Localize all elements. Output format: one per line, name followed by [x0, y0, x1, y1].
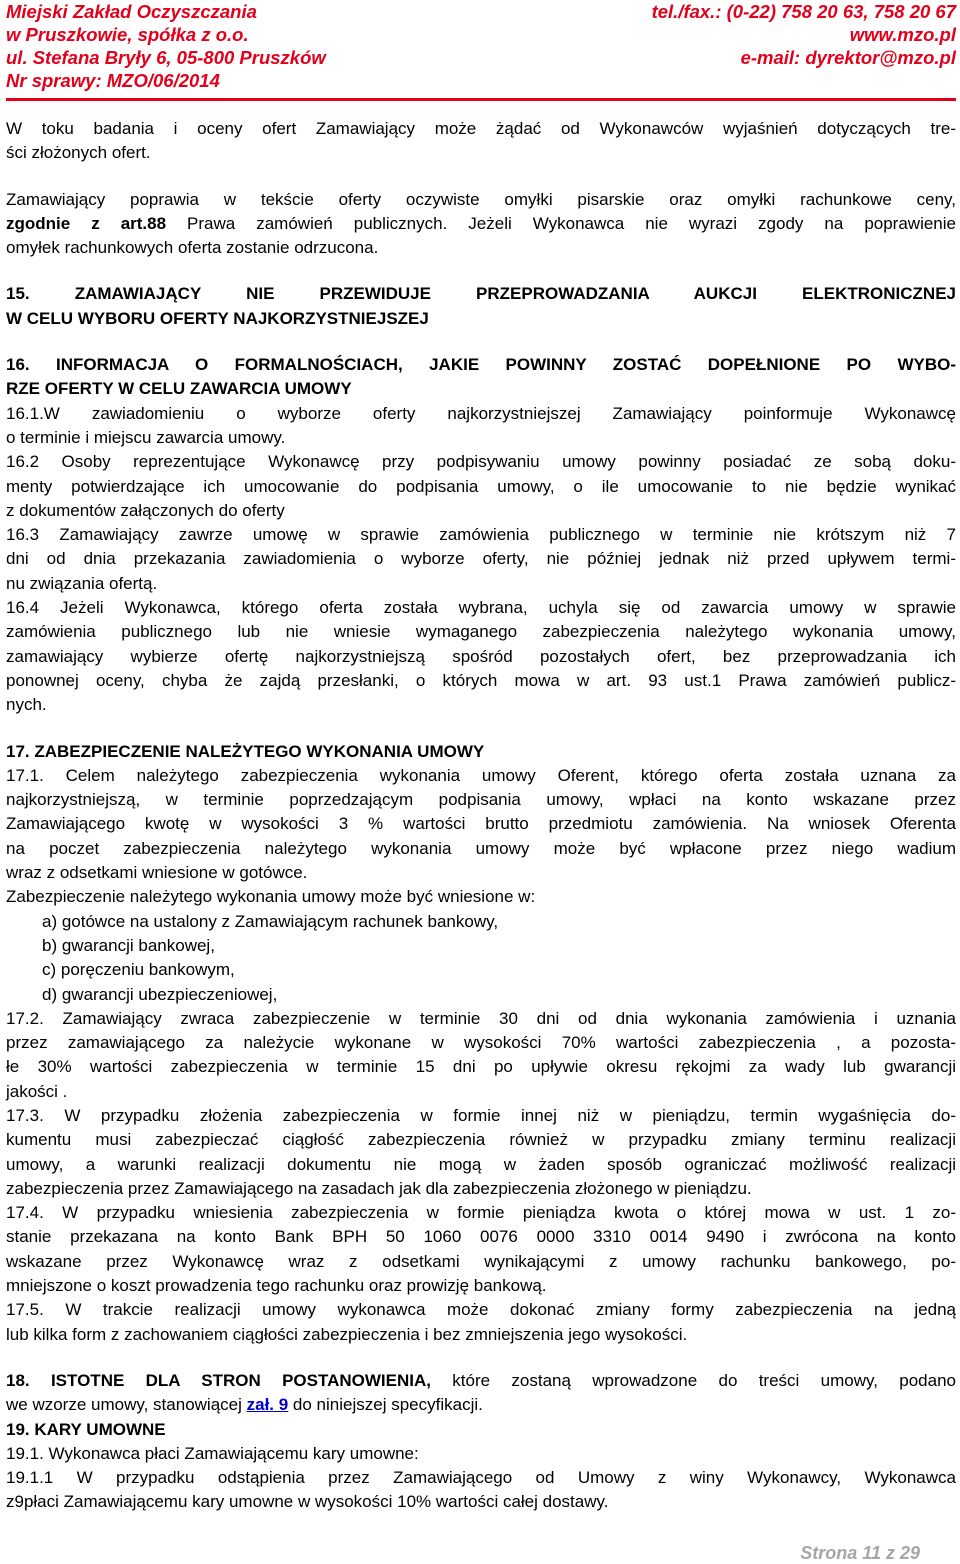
list-item: a) gotówce na ustalony z Zamawiającym rachunek bankowy, [42, 911, 499, 931]
company-address: ul. Stefana Bryły 6, 05-800 Pruszków [6, 47, 326, 68]
company-website-link[interactable]: www.mzo.pl [849, 24, 956, 45]
section-19-heading: 19. KARY UMOWNE [6, 1419, 166, 1439]
paragraph-line: umowy, a warunki realizacji dokumentu nie mogą w żaden sposób ograniczać możliwość realizacji [6, 1154, 956, 1174]
section-18-heading: 18. ISTOTNE DLA STRON POSTANOWIENIA, [6, 1370, 431, 1390]
paragraph-line: 19.1.1 W przypadku odstąpienia przez Zamawiającego od Umowy z winy Wykonawcy, Wykonawca [6, 1468, 956, 1488]
list-item: b) gwarancji bankowej, [42, 935, 215, 955]
header-divider [6, 98, 956, 101]
paragraph-line: 19.1. Wykonawca płaci Zamawiającemu kary umowne: [6, 1443, 419, 1463]
paragraph-line: kumentu musi zabezpieczać ciągłość zabezpieczenia również w przypadku zmiany terminu realizacji [6, 1130, 956, 1150]
paragraph-line: na poczet zabezpieczenia należytego wykonania umowy może być wpłacone przez niego wadium [6, 838, 956, 858]
case-number: Nr sprawy: MZO/06/2014 [6, 70, 220, 91]
company-email-link[interactable]: e-mail: dyrektor@mzo.pl [740, 47, 956, 68]
paragraph-line: 16.3 Zamawiający zawrze umowę w sprawie zamówienia publicznego w terminie nie krótszym niż 7 [6, 525, 956, 545]
paragraph-line: 17.5. W trakcie realizacji umowy wykonawca może dokonać zmiany formy zabezpieczenia na jedną [6, 1300, 956, 1320]
letterhead-row-2 [6, 23, 956, 46]
paragraph-line: z dokumentów załączonych do oferty [6, 500, 285, 520]
paragraph-line: 16.4 Jeżeli Wykonawca, którego oferta została wybrana, uchyla się od zawarcia umowy w sprawie [6, 598, 956, 618]
paragraph-text: które zostaną wprowadzone do treści umowy, podano [430, 1370, 956, 1390]
paragraph-line: dni od dnia przekazania zawiadomienia o wyborze oferty, nie później jednak niż przed upływem termi- [6, 549, 956, 569]
paragraph-line: zabezpieczenia przez Zamawiającego na zasadach jak dla zabezpieczenia złożonego w pieniądzu. [6, 1178, 752, 1198]
paragraph-line: Zamawiający poprawia w tekście oferty oczywiste omyłki pisarskie oraz omyłki rachunkowe ceny, [6, 189, 956, 209]
document-body [6, 117, 956, 1515]
paragraph-line: ponownej oceny, chyba że zajdą przesłanki, o których mowa w art. 93 ust.1 Prawa zamówień publicz- [6, 670, 956, 690]
paragraph-line: 16.1.W zawiadomieniu o wyborze oferty najkorzystniejszej Zamawiający poinformuje Wykonawcę [6, 403, 956, 423]
legal-reference: zgodnie z art.88 [6, 213, 167, 233]
company-phone: tel./fax.: (0-22) 758 20 63, 758 20 67 [651, 1, 956, 22]
letterhead [6, 0, 956, 100]
page-number: Strona 11 z 29 [800, 1543, 920, 1563]
paragraph-line: najkorzystniejszą, w terminie poprzedzającym podpisania umowy, wpłaci na konto wskazane przez [6, 790, 956, 810]
paragraph-line: mniejszone o koszt prowadzenia tego rachunku oraz prowizję bankową. [6, 1276, 547, 1296]
paragraph-line: jakości . [6, 1081, 68, 1101]
paragraph-line: ści złożonych ofert. [6, 143, 151, 163]
section-18-line [6, 1369, 956, 1393]
paragraph-line: nych. [6, 695, 47, 715]
paragraph-text: we wzorze umowy, stanowiącej [6, 1395, 247, 1415]
paragraph-line: o terminie i miejscu zawarcia umowy. [6, 427, 286, 447]
letterhead-row-4 [6, 69, 956, 92]
paragraph-line: łe 30% wartości zabezpieczenia w terminie 15 dni po upływie okresu rękojmi za wady lub gwarancji [6, 1057, 956, 1077]
paragraph-line: 17.3. W przypadku złożenia zabezpieczenia w formie innej niż w pieniądzu, termin wygaśnięcia do- [6, 1105, 956, 1125]
paragraph-line: zamawiający wybierze ofertę najkorzystniejszą spośród pozostałych ofert, bez przeprowadzania ich [6, 646, 956, 666]
paragraph-text: do niniejszej specyfikacji. [288, 1395, 483, 1415]
paragraph-line: omyłek rachunkowych oferta zostanie odrzucona. [6, 238, 379, 258]
paragraph-text: Prawa zamówień publicznych. Jeżeli Wykonawca nie wyrazi zgody na poprawienie [166, 213, 956, 233]
section-16-heading: 16. INFORMACJA O FORMALNOŚCIACH, JAKIE POWINNY ZOSTAĆ DOPEŁNIONE PO WYBO- [6, 355, 956, 375]
list-item: c) poręczeniu bankowym, [42, 960, 235, 980]
section-18-line [6, 1393, 956, 1417]
paragraph-line: wraz z odsetkami wniesione w gotówce. [6, 863, 308, 883]
paragraph-line: 17.1. Celem należytego zabezpieczenia wykonania umowy Oferent, którego oferta została uznana za [6, 765, 956, 785]
paragraph-line [6, 212, 956, 236]
attachment-9-link[interactable]: zał. 9 [246, 1395, 289, 1415]
paragraph-line: Zabezpieczenie należytego wykonania umowy może być wniesione w: [6, 887, 536, 907]
paragraph-line: W toku badania i oceny ofert Zamawiający może żądać od Wykonawców wyjaśnień dotyczących tre- [6, 119, 956, 138]
section-15-heading: 15. ZAMAWIAJĄCY NIE PRZEWIDUJE PRZEPROWADZANIA AUKCJI ELEKTRONICZNEJ [6, 284, 956, 304]
list-item: d) gwarancji ubezpieczeniowej, [42, 984, 278, 1004]
letterhead-row-3 [6, 46, 956, 69]
paragraph-line: stanie przekazana na konto Bank BPH 50 1060 0076 0000 3310 0014 9490 i zwrócona na konto [6, 1227, 956, 1247]
paragraph-line: 17.4. W przypadku wniesienia zabezpieczenia w formie pieniądza kwota o której mowa w ust. 1 zo- [6, 1203, 956, 1223]
paragraph-line: przez zamawiającego za należycie wykonane w wysokości 70% wartości zabezpieczenia , a pozosta- [6, 1033, 956, 1053]
paragraph-line: 17.2. Zamawiający zwraca zabezpieczenie w terminie 30 dni od dnia wykonania zamówienia i uznania [6, 1008, 956, 1028]
paragraph-line: lub kilka form z zachowaniem ciągłości zabezpieczenia i bez zmniejszenia jego wysokości. [6, 1324, 688, 1344]
section-16-heading-cont: RZE OFERTY W CELU ZAWARCIA UMOWY [6, 379, 352, 399]
section-15-heading-cont: W CELU WYBORU OFERTY NAJKORZYSTNIEJSZEJ [6, 308, 429, 328]
paragraph-line: z9płaci Zamawiającemu kary umowne w wysokości 10% wartości całej dostawy. [6, 1492, 609, 1512]
paragraph-line: wskazane przez Wykonawcę wraz z odsetkami wynikającymi z umowy rachunku bankowego, po- [6, 1251, 956, 1271]
paragraph-line: Zamawiającego kwotę w wysokości 3 % wartości brutto przedmiotu zamówienia. Na wniosek Oferenta [6, 814, 956, 834]
section-17-heading: 17. ZABEZPIECZENIE NALEŻYTEGO WYKONANIA UMOWY [6, 741, 485, 761]
company-city: w Pruszkowie, spółka z o.o. [6, 24, 249, 45]
company-name: Miejski Zakład Oczyszczania [6, 1, 257, 22]
paragraph-line: 16.2 Osoby reprezentujące Wykonawcę przy podpisywaniu umowy powinny posiadać ze sobą doku- [6, 452, 956, 472]
letterhead-row-1 [6, 0, 956, 23]
paragraph-line: menty potwierdzające ich umocowanie do podpisania umowy, o ile umocowanie to nie będzie wynikać [6, 476, 956, 496]
paragraph-line: nu związania ofertą. [6, 573, 158, 593]
paragraph-line: zamówienia publicznego lub nie wniesie wymaganego zabezpieczenia należytego wykonania umowy, [6, 622, 956, 642]
